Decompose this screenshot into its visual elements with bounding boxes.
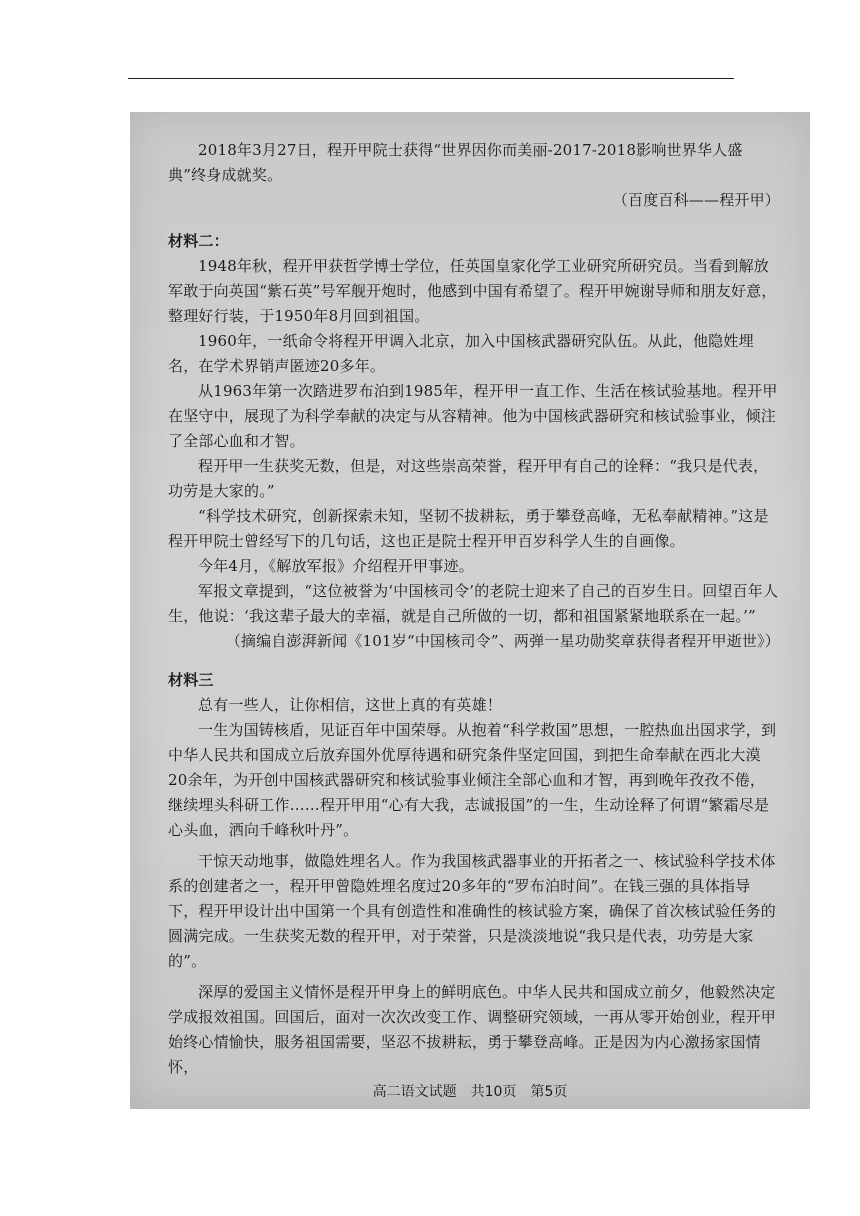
material2-paragraph: 军报文章提到，“这位被誉为‘中国核司令’的老院士迎来了自己的百岁生日。回望百年人生，他说：‘我这辈子最大的幸福，就是自己所做的一切，都和祖国紧紧地联系在一起。’” — [168, 582, 779, 625]
top-rule — [128, 78, 734, 79]
material2-source: （摘编自澎湃新闻《101岁“中国核司令”、两弹一星功勋奖章获得者程开甲逝世》） — [225, 632, 780, 650]
material3-paragraph: 总有一些人，让你相信，这世上真的有英雄！ — [198, 696, 503, 714]
material2-paragraph: 1960年，一纸命令将程开甲调入北京，加入中国核武器研究队伍。从此，他隐姓埋名，在学术界销声匿迹20多年。 — [168, 332, 754, 375]
material3-heading: 材料三 — [168, 671, 214, 689]
page-footer: 高二语文试题 共10页 第5页 — [372, 1084, 568, 1100]
material2-paragraph: 程开甲一生获奖无数，但是，对这些崇高荣誉，程开甲有自己的诠释：“我只是代表，功劳是大家的。” — [168, 457, 769, 500]
material3-paragraph: 深厚的爱国主义情怀是程开甲身上的鲜明底色。中华人民共和国成立前夕，他毅然决定学成报效祖国。回国后，面对一次次改变工作、调整研究领域，一再从零开始创业，程开甲始终心情愉快，服务祖国需要，坚忍不拔耕耘，勇于攀登高峰。正是因为内心激扬家国情怀， — [168, 983, 777, 1076]
material3-paragraph: 一生为国铸核盾，见证百年中国荣辱。从抱着“科学救国”思想，一腔热血出国求学，到中华人民共和国成立后放弃国外优厚待遇和研究条件坚定回国，到把生命奉献在西北大漠20余年，为开创中国核武器研究和核试验事业倾注全部心血和才智，再到晚年孜孜不倦，继续埋头科研工作……程开甲用“心有大我，志诚报国”的一生，生动诠释了何谓“繁霜尽是心头血，洒向千峰秋叶丹”。 — [168, 721, 777, 839]
material2-paragraph: 今年4月，《解放军报》介绍程开甲事迹。 — [198, 557, 474, 575]
material2-paragraph: 1948年秋，程开甲获哲学博士学位，任英国皇家化学工业研究所研究员。当看到解放军敢于向英国“紫石英”号军舰开炮时，他感到中国有希望了。程开甲婉谢导师和朋友好意，整理好行装，于1950年8月回到祖国。 — [168, 257, 777, 325]
top-paragraph: 2018年3月27日，程开甲院士获得“世界因你而美丽-2017-2018影响世界华人盛典”终身成就奖。 — [168, 141, 743, 184]
material2-heading: 材料二： — [168, 232, 229, 250]
scanned-exam-page — [130, 112, 810, 1109]
material3-paragraph: 干惊天动地事，做隐姓埋名人。作为我国核武器事业的开拓者之一、核试验科学技术体系的创建者之一，程开甲曾隐姓埋名度过20多年的“罗布泊时间”。在钱三强的具体指导下，程开甲设计出中国第一个具有创造性和准确性的核试验方案，确保了首次核试验任务的圆满完成。一生获奖无数的程开甲，对于荣誉，只是淡淡地说“我只是代表，功劳是大家的”。 — [168, 852, 777, 970]
page-text — [168, 138, 780, 1080]
top-source: （百度百科——程开甲） — [612, 191, 780, 209]
material2-paragraph: “科学技术研究，创新探索未知，坚韧不拔耕耘，勇于攀登高峰，无私奉献精神。”这是程开甲院士曾经写下的几句话，这也正是院士程开甲百岁科学人生的自画像。 — [168, 507, 769, 550]
material2-paragraph: 从1963年第一次踏进罗布泊到1985年，程开甲一直工作、生活在核试验基地。程开甲在坚守中，展现了为科学奉献的决定与从容精神。他为中国核武器研究和核试验事业，倾注了全部心血和才智。 — [168, 382, 778, 450]
